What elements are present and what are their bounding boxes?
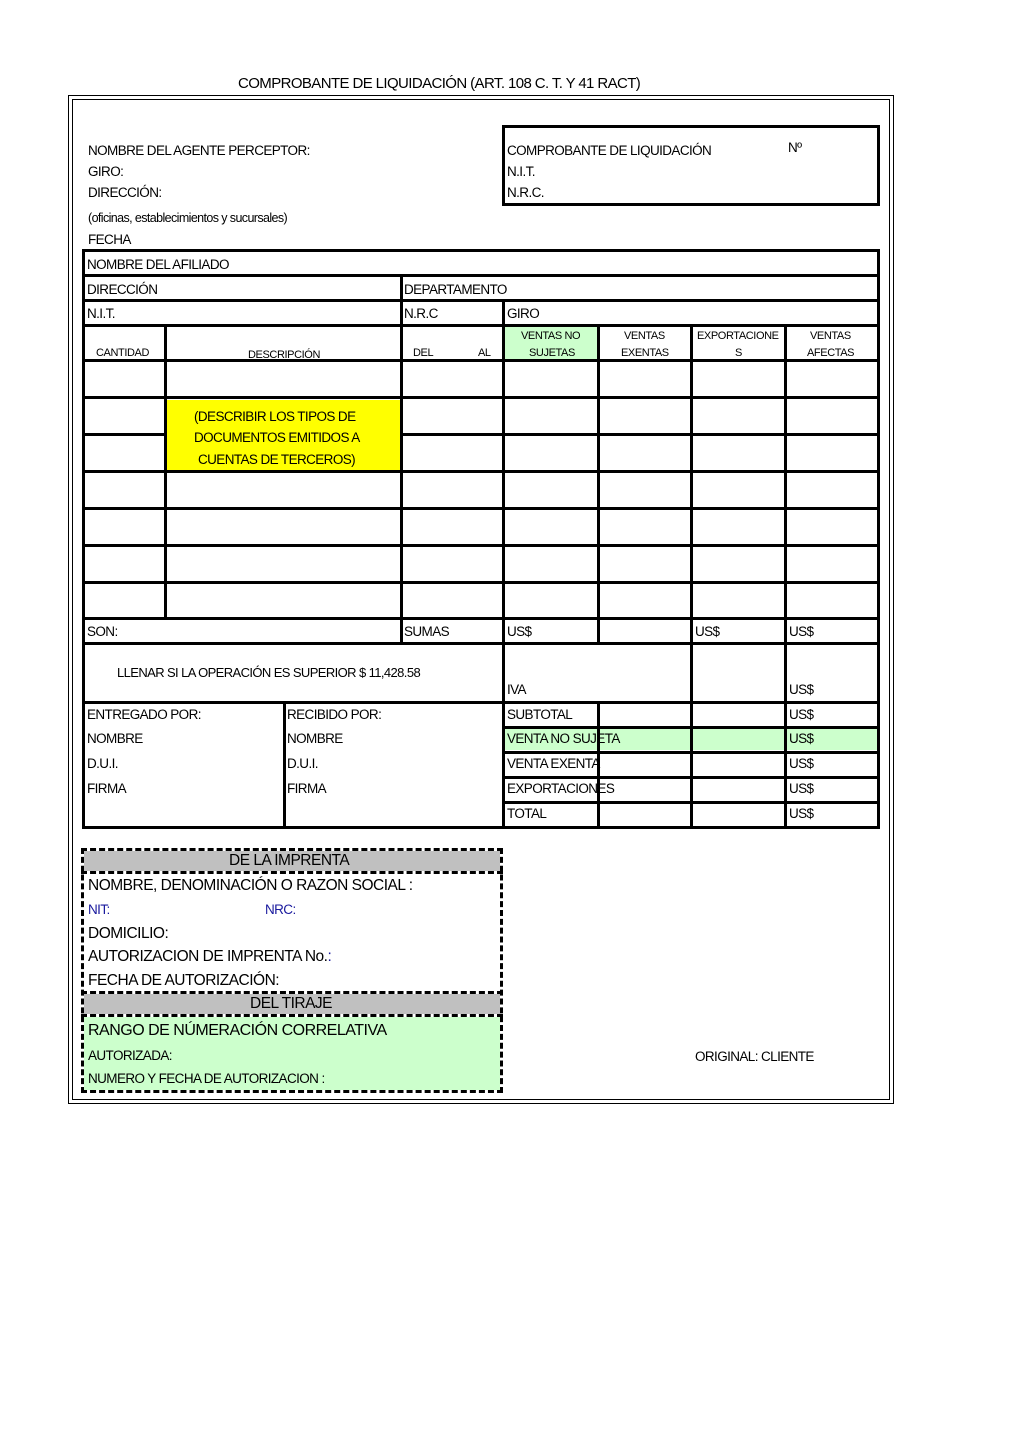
imprenta-autorizacion-text: AUTORIZACION DE IMPRENTA No.	[88, 948, 328, 965]
exportaciones-currency: US$	[789, 781, 814, 796]
col-ventas-no-sujetas-1: VENTAS NO	[521, 330, 581, 342]
col-ventas-exentas-2: EXENTAS	[621, 347, 669, 359]
row-line	[82, 642, 880, 645]
venta-no-sujeta-label: VENTA NO SUJETA	[507, 731, 620, 746]
tiraje-numero-fecha: NUMERO Y FECHA DE AUTORIZACION :	[88, 1071, 325, 1086]
imprenta-nrc: NRC:	[265, 902, 296, 917]
col-ventas-exentas-1: VENTAS	[624, 330, 665, 342]
recibido-nombre-label: NOMBRE	[287, 731, 343, 746]
tiraje-rango: RANGO DE NÚMERACIÓN CORRELATIVA	[88, 1022, 387, 1039]
dashed-divider	[81, 1014, 503, 1017]
col-cantidad: CANTIDAD	[96, 347, 150, 359]
total-currency: US$	[789, 806, 814, 821]
agent-nombre-label: NOMBRE DEL AGENTE PERCEPTOR:	[88, 143, 310, 158]
imprenta-nombre: NOMBRE, DENOMINACIÓN O RAZON SOCIAL :	[88, 877, 413, 894]
row-line	[82, 507, 880, 510]
imprenta-autorizacion	[88, 949, 331, 965]
subtotal-label: SUBTOTAL	[507, 707, 573, 722]
afiliado-nombre-label: NOMBRE DEL AFILIADO	[87, 257, 229, 272]
imprenta-fecha-autorizacion: FECHA DE AUTORIZACIÓN:	[88, 972, 280, 989]
agent-oficinas-note: (oficinas, establecimientos y sucursales)	[88, 211, 288, 225]
iva-label: IVA	[507, 682, 526, 697]
row-line	[82, 274, 880, 277]
afiliado-direccion-label: DIRECCIÓN	[87, 282, 158, 297]
entregado-firma-label: FIRMA	[87, 781, 126, 796]
yellow-note-line1: (DESCRIBIR LOS TIPOS DE	[194, 409, 356, 424]
imprenta-autorizacion-colon: :	[327, 948, 332, 965]
row-line	[82, 617, 880, 620]
row-line	[82, 433, 167, 436]
col-line	[597, 324, 600, 645]
sumas-currency-1: US$	[507, 624, 532, 639]
col-al: AL	[478, 347, 491, 359]
recibido-firma-label: FIRMA	[287, 781, 326, 796]
document-title: COMPROBANTE DE LIQUIDACIÓN (ART. 108 C. T. Y 41 RACT)	[238, 75, 641, 92]
imprenta-domicilio: DOMICILIO:	[88, 925, 169, 942]
row-line	[82, 701, 880, 704]
afiliado-giro-label: GIRO	[507, 306, 540, 321]
afiliado-departamento-label: DEPARTAMENTO	[404, 282, 507, 297]
iva-currency: US$	[789, 682, 814, 697]
agent-direccion-label: DIRECCIÓN:	[88, 185, 162, 200]
col-exportaciones-1: EXPORTACIONE	[697, 330, 779, 342]
row-line	[82, 299, 880, 302]
recibido-dui-label: D.U.I.	[287, 756, 318, 771]
original-cliente-label: ORIGINAL: CLIENTE	[695, 1049, 814, 1064]
son-label: SON:	[87, 624, 118, 639]
col-line	[784, 324, 787, 829]
col-line	[164, 324, 167, 620]
sumas-label: SUMAS	[404, 624, 450, 639]
sumas-currency-2: US$	[695, 624, 720, 639]
yellow-note-line2: DOCUMENTOS EMITIDOS A	[194, 430, 360, 445]
imprenta-nit: NIT:	[88, 902, 110, 917]
entregado-por-label: ENTREGADO POR:	[87, 707, 201, 722]
col-descripcion: DESCRIPCIÓN	[248, 349, 320, 361]
recibido-por-label: RECIBIDO POR:	[287, 707, 382, 722]
col-line	[283, 701, 286, 829]
subtotal-currency: US$	[789, 707, 814, 722]
col-line	[400, 277, 403, 645]
afiliado-nrc-label: N.R.C	[404, 306, 438, 321]
comprobante-numero: Nº	[788, 140, 802, 155]
row-line	[82, 470, 880, 473]
dashed-divider	[81, 871, 503, 874]
comprobante-nit: N.I.T.	[507, 164, 535, 179]
llenar-note: LLENAR SI LA OPERACIÓN ES SUPERIOR $ 11,428.58	[117, 665, 421, 680]
exportaciones-label: EXPORTACIONES	[507, 781, 615, 796]
agent-fecha-label: FECHA	[88, 232, 131, 247]
venta-exenta-currency: US$	[789, 756, 814, 771]
sumas-currency-3: US$	[789, 624, 814, 639]
entregado-nombre-label: NOMBRE	[87, 731, 143, 746]
comprobante-title: COMPROBANTE DE LIQUIDACIÓN	[507, 143, 712, 158]
col-ventas-afectas-1: VENTAS	[810, 330, 851, 342]
col-del: DEL	[413, 347, 434, 359]
comprobante-nrc: N.R.C.	[507, 185, 544, 200]
col-ventas-no-sujetas-2: SUJETAS	[529, 347, 575, 359]
tiraje-autorizada: AUTORIZADA:	[88, 1048, 172, 1063]
venta-no-sujeta-currency: US$	[789, 731, 814, 746]
tiraje-header: DEL TIRAJE	[250, 995, 332, 1012]
col-ventas-afectas-2: AFECTAS	[807, 347, 855, 359]
row-line	[82, 396, 880, 399]
row-line	[400, 433, 880, 436]
entregado-dui-label: D.U.I.	[87, 756, 118, 771]
imprenta-header: DE LA IMPRENTA	[229, 852, 350, 869]
row-line	[82, 324, 880, 327]
venta-exenta-label: VENTA EXENTA	[507, 756, 600, 771]
agent-giro-label: GIRO:	[88, 164, 124, 179]
comprobante-box	[502, 125, 880, 206]
row-line	[82, 581, 880, 584]
col-exportaciones-2: S	[735, 347, 742, 359]
afiliado-nit-label: N.I.T.	[87, 306, 115, 321]
total-label: TOTAL	[507, 806, 547, 821]
col-line	[502, 302, 505, 829]
dashed-divider	[81, 991, 503, 994]
col-line	[690, 324, 693, 829]
yellow-note-line3: CUENTAS DE TERCEROS)	[198, 452, 356, 467]
row-line	[82, 544, 880, 547]
